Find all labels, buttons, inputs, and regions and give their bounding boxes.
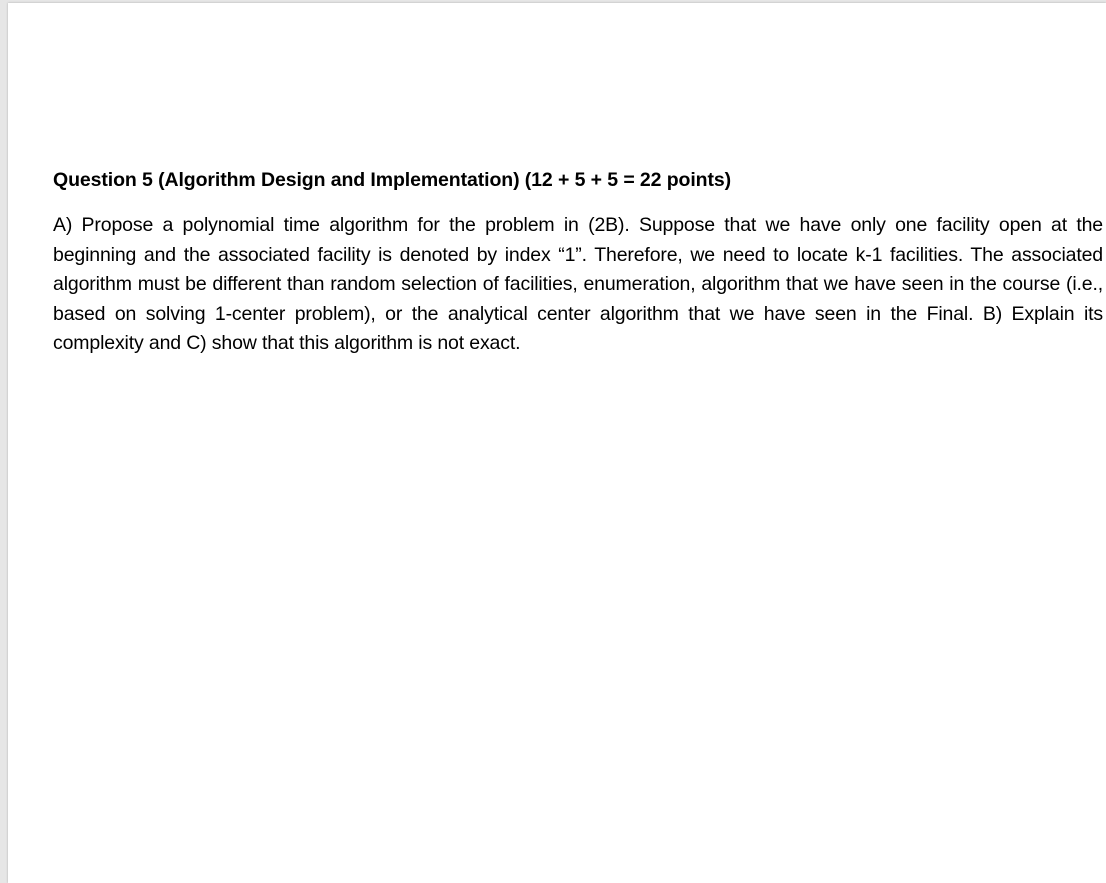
question-heading: Question 5 (Algorithm Design and Implementation) (12 + 5 + 5 = 22 points) <box>53 169 732 191</box>
document-page <box>8 3 1106 883</box>
question-body: A) Propose a polynomial time algorithm for the problem in (2B). Suppose that we have only one facility open at the beginning and the associated facility is denoted by index “1”. Therefore, we need to locate k-1 facilities. The associated algorithm must be different than random selection of facilities, enumeration, algorithm that we have seen in the course (i.e., based on solving 1-center problem), or the analytical center algorithm that we have seen in the Final. B) Explain its complexity and C) show that this algorithm is not exact. <box>53 214 1103 354</box>
page-content <box>53 166 1103 359</box>
